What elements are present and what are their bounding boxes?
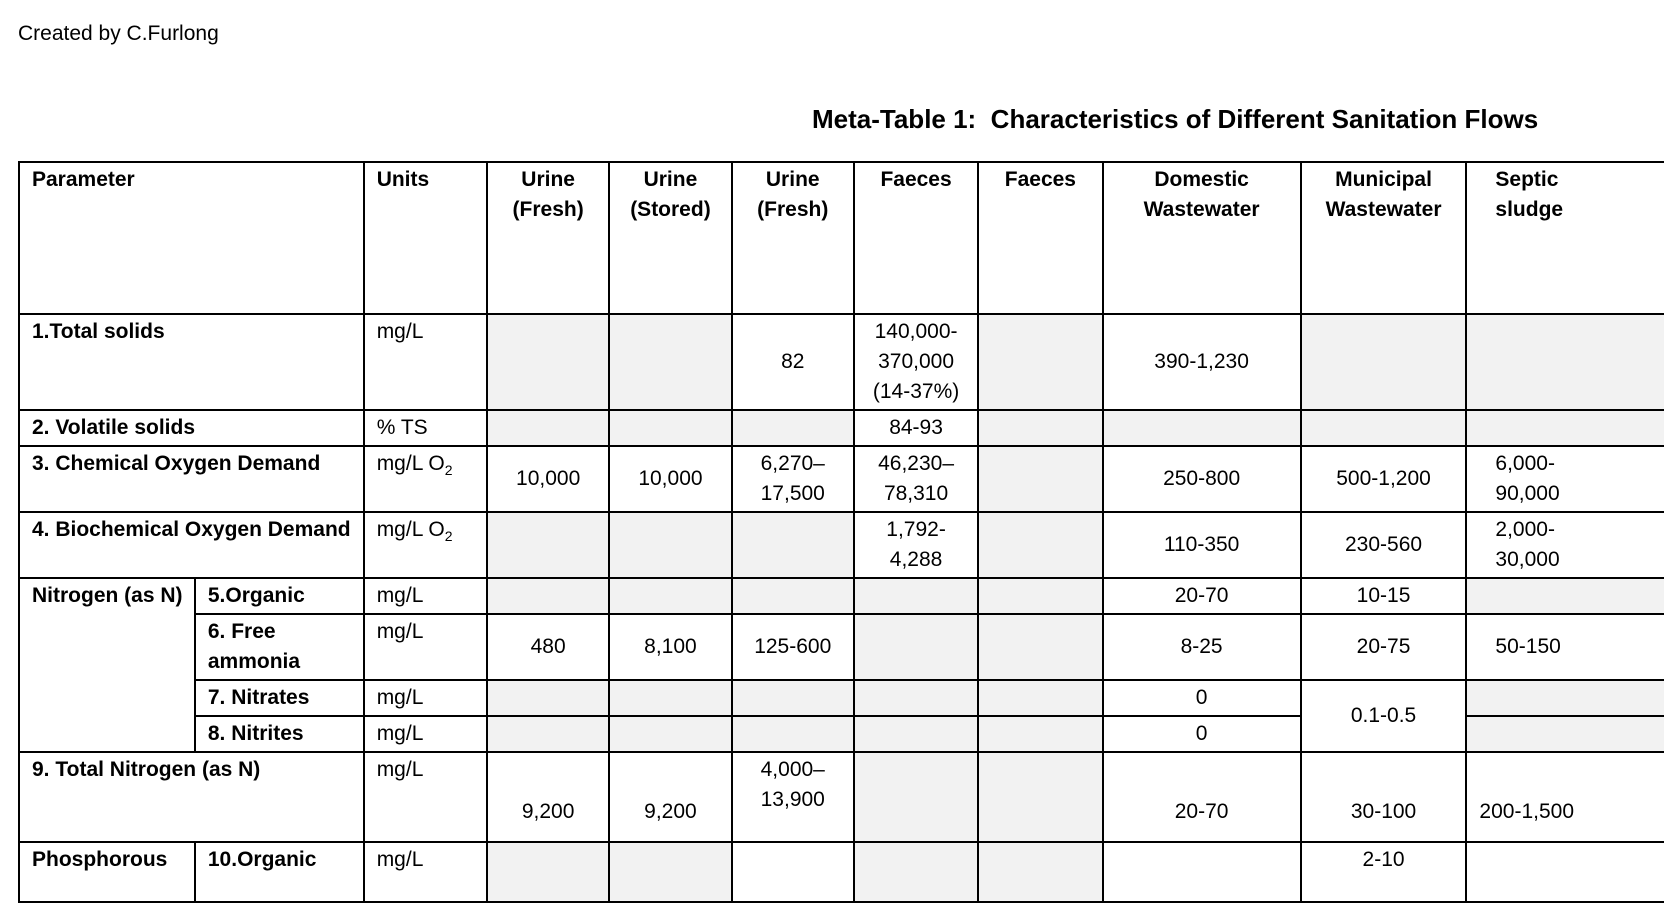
cell-value: 50-150 [1466, 614, 1664, 680]
cell-empty [487, 680, 609, 716]
header-municipal-wastewater: Municipal Wastewater [1301, 162, 1467, 314]
cell-empty [1466, 578, 1664, 614]
row-label: 5.Organic [195, 578, 364, 614]
cell-empty [978, 314, 1102, 410]
cell-empty [1301, 314, 1467, 410]
cell-empty [609, 680, 731, 716]
row-group-phosphorous: Phosphorous [19, 842, 195, 902]
cell-empty [1103, 410, 1301, 446]
cell-empty [978, 446, 1102, 512]
cell-value: 250-800 [1103, 446, 1301, 512]
row-units: mg/L [364, 578, 487, 614]
credit-text: Created by C.Furlong [18, 22, 219, 45]
cell-empty [1466, 410, 1664, 446]
cell-value: 200-1,500 [1466, 752, 1664, 842]
cell-empty [1466, 314, 1664, 410]
cell-empty [732, 578, 854, 614]
cell-empty [978, 512, 1102, 578]
cell-value: 110-350 [1103, 512, 1301, 578]
cell-empty [854, 578, 978, 614]
cell-value: 8,100 [609, 614, 731, 680]
cell-value: 4,000– 13,900 [732, 752, 854, 842]
cell-value: 230-560 [1301, 512, 1467, 578]
cell-value: 20-70 [1103, 752, 1301, 842]
cell-empty [854, 614, 978, 680]
row-label: 3. Chemical Oxygen Demand [19, 446, 364, 512]
cell-empty [854, 716, 978, 752]
header-domestic-wastewater: Domestic Wastewater [1103, 162, 1301, 314]
row-units: mg/L $O_2$ [364, 512, 487, 578]
cell-empty [978, 614, 1102, 680]
cell-empty [978, 410, 1102, 446]
row-label: 7. Nitrates [195, 680, 364, 716]
cell-empty [854, 680, 978, 716]
cell-empty [609, 512, 731, 578]
cell-value: 125-600 [732, 614, 854, 680]
cell-empty [609, 410, 731, 446]
cell-empty [732, 680, 854, 716]
cell-value: 480 [487, 614, 609, 680]
row-units: mg/L [364, 716, 487, 752]
cell-value: 20-75 [1301, 614, 1467, 680]
cell-empty [609, 716, 731, 752]
cell-value: 0 [1103, 716, 1301, 752]
cell-empty [609, 842, 731, 902]
cell-empty [609, 578, 731, 614]
row-label: 10.Organic [195, 842, 364, 902]
row-label: 9. Total Nitrogen (as N) [19, 752, 364, 842]
table-title: Meta-Table 1: Characteristics of Different Sanitation Flows [812, 104, 1539, 134]
cell-value: 30-100 [1301, 752, 1467, 842]
header-row [19, 162, 1664, 314]
table-row [19, 446, 1664, 512]
cell-empty [487, 716, 609, 752]
cell-value: 0.1-0.5 [1301, 680, 1467, 752]
row-units: mg/L [364, 842, 487, 902]
table-row [19, 578, 1664, 614]
cell-value: 10-15 [1301, 578, 1467, 614]
header-faeces: Faeces [854, 162, 978, 314]
header-units: Units [364, 162, 487, 314]
table-row [19, 842, 1664, 902]
cell-empty [732, 410, 854, 446]
cell-empty [732, 842, 854, 902]
cell-value: 2-10 [1301, 842, 1467, 902]
cell-empty [978, 842, 1102, 902]
cell-empty [1103, 842, 1301, 902]
row-group-nitrogen: Nitrogen (as N) [19, 578, 195, 752]
row-label: 2. Volatile solids [19, 410, 364, 446]
row-label: 6. Free ammonia [195, 614, 364, 680]
cell-empty [487, 410, 609, 446]
cell-empty [854, 842, 978, 902]
cell-value: 1,792- 4,288 [854, 512, 978, 578]
row-label: 8. Nitrites [195, 716, 364, 752]
cell-empty [1466, 680, 1664, 716]
table-row [19, 512, 1664, 578]
characteristics-table [18, 161, 1664, 903]
table-row [19, 680, 1664, 716]
cell-value: 46,230– 78,310 [854, 446, 978, 512]
cell-empty [978, 578, 1102, 614]
header-faeces-2: Faeces [978, 162, 1102, 314]
cell-value: 0 [1103, 680, 1301, 716]
cell-empty [487, 512, 609, 578]
cell-empty [732, 716, 854, 752]
row-units: mg/L [364, 314, 487, 410]
cell-empty [487, 314, 609, 410]
cell-empty [609, 314, 731, 410]
cell-value: 8-25 [1103, 614, 1301, 680]
row-units: mg/L [364, 680, 487, 716]
cell-value: 10,000 [609, 446, 731, 512]
header-septic-sludge: Septic sludge [1466, 162, 1664, 314]
cell-value: 6,000- 90,000 [1466, 446, 1664, 512]
cell-value: 390-1,230 [1103, 314, 1301, 410]
cell-value: 140,000- 370,000 (14-37%) [854, 314, 978, 410]
row-units: mg/L [364, 614, 487, 680]
cell-value: 84-93 [854, 410, 978, 446]
header-urine-fresh: Urine (Fresh) [487, 162, 609, 314]
header-urine-stored: Urine (Stored) [609, 162, 731, 314]
cell-empty [732, 512, 854, 578]
cell-value: 10,000 [487, 446, 609, 512]
row-units: mg/L $O_2$ [364, 446, 487, 512]
row-units: % TS [364, 410, 487, 446]
table-row [19, 314, 1664, 410]
cell-empty [1466, 716, 1664, 752]
cell-value: 2,000- 30,000 [1466, 512, 1664, 578]
cell-value: 9,200 [609, 752, 731, 842]
cell-value: 500-1,200 [1301, 446, 1467, 512]
row-label: 1.Total solids [19, 314, 364, 410]
table-row [19, 614, 1664, 680]
cell-empty [978, 680, 1102, 716]
cell-value: 6,270– 17,500 [732, 446, 854, 512]
cell-empty [487, 842, 609, 902]
table-row [19, 410, 1664, 446]
cell-value: 9,200 [487, 752, 609, 842]
header-parameter: Parameter [19, 162, 364, 314]
cell-value: 82 [732, 314, 854, 410]
cell-empty [978, 716, 1102, 752]
header-urine-fresh-2: Urine (Fresh) [732, 162, 854, 314]
row-label: 4. Biochemical Oxygen Demand [19, 512, 364, 578]
cell-empty [1301, 410, 1467, 446]
cell-empty [1466, 842, 1664, 902]
cell-empty [487, 578, 609, 614]
row-units: mg/L [364, 752, 487, 842]
cell-value: 20-70 [1103, 578, 1301, 614]
